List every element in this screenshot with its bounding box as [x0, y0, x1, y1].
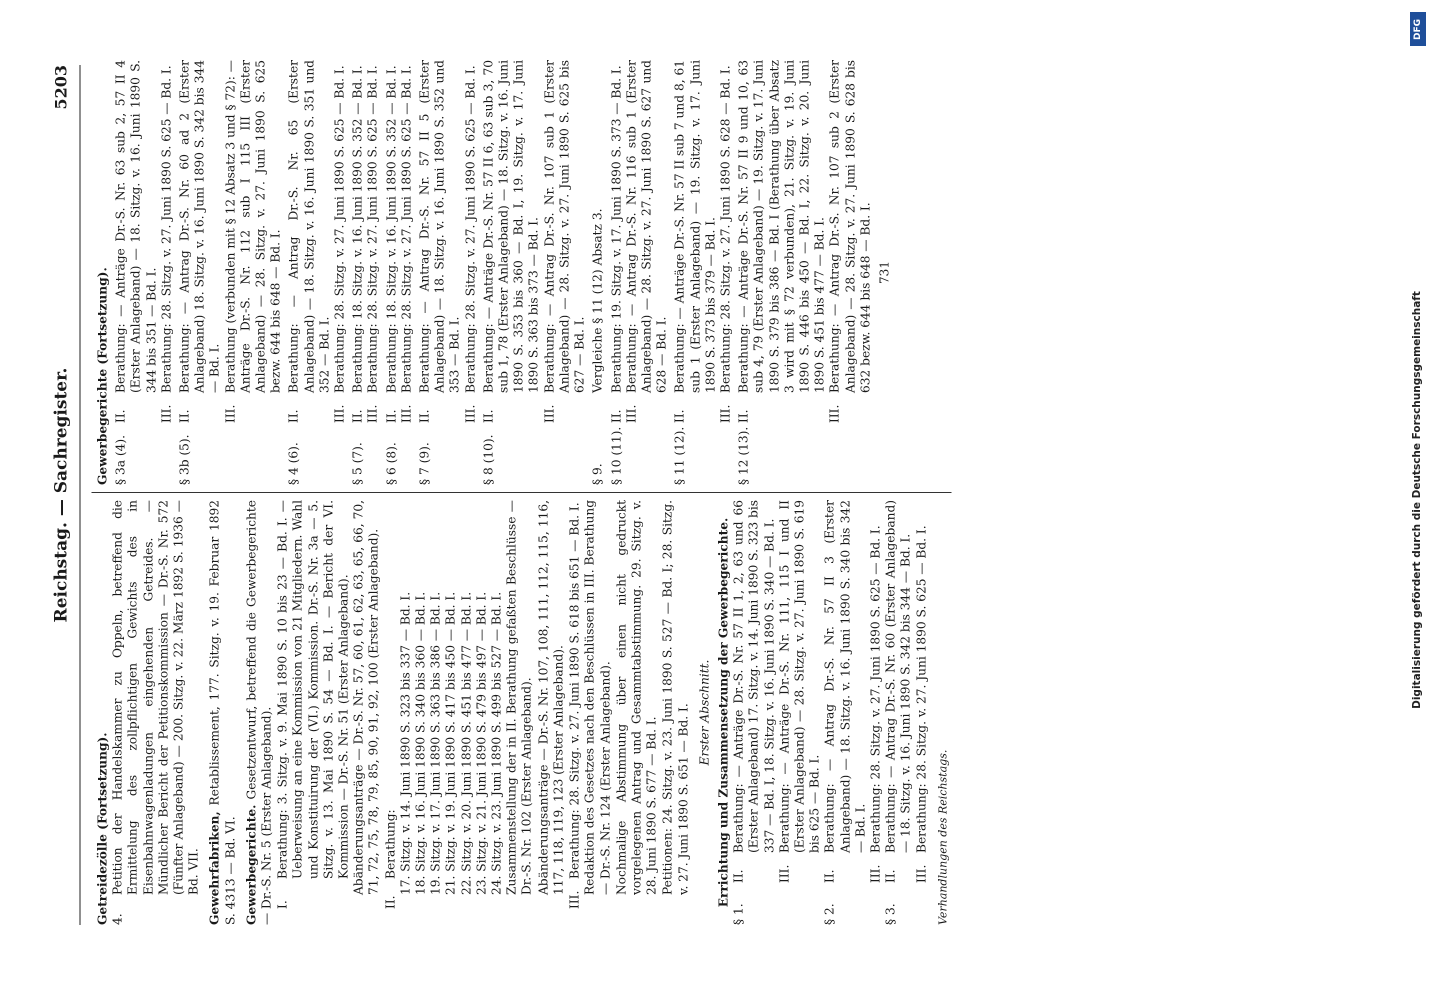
reading-label: II.: [113, 409, 128, 423]
session-line: 17. Sitzg. v. 14. Juni 1890 S. 323 bis 337 — Bd. I.: [398, 591, 413, 895]
reading-text: Berathung: — Anträge Dr.-S. Nr. 57 II 1, 2, 63 und 66 (Erster Anlageband) 17. Sitzg. v. 14. Juni 1890 S. 323 bis 337 — Bd. I, 18. Sitzg. v. 16. Juni 1890 S. 340 — Bd. I.: [731, 500, 777, 853]
reading-label: I.: [275, 900, 290, 909]
first-reading: [276, 500, 352, 925]
paragraph-label: § 11 (12).: [672, 426, 687, 485]
running-title: Reichstag. — Sachregister.: [51, 367, 72, 623]
reading-label: III.: [914, 864, 929, 883]
dfg-credit: Digitalisierung gefördert durch die Deutsche Forschungsgemeinschaft: [1411, 291, 1423, 709]
reading-row: [914, 500, 929, 883]
session-list: [398, 500, 504, 925]
paragraph-label: § 4 (6).: [286, 442, 301, 485]
reading-row: [351, 60, 366, 423]
summary-resolutions: Zusammenstellung der in II. Berathung gefaßten Beschlüsse — Dr.-S. Nr. 102 (Erster Anlageband).: [504, 500, 534, 895]
reading-text: Berathung: 18. Sitzg. v. 16. Juni 1890 S. 352 — Bd. I.: [384, 65, 399, 393]
second-reading: [383, 500, 398, 925]
reading-label: III.: [777, 864, 792, 883]
reading-row: [366, 60, 381, 423]
right-column: [92, 60, 1373, 485]
reading-text: Berathung: — Antrag Dr.-S. Nr. 57 II 5 (Erster Anlageband) — 18. Sitzg. v. 16. Juni 1890 S. 352 und 353 — Bd. I.: [417, 60, 462, 393]
paragraph-entry: [732, 500, 823, 925]
gewehr-entry: [208, 500, 238, 925]
session-line: 23. Sitzg. v. 21. Juni 1890 S. 479 bis 497 — Bd. I.: [474, 591, 489, 895]
reading-text: Berathung: 18. Sitzg. v. 16. Juni 1890 S. 352 — Bd. I.: [350, 65, 365, 393]
reading-label: III.: [159, 404, 174, 423]
paragraph-entry: [673, 60, 734, 485]
reading-text: Berathung: 28. Sitzg. v. 27. Juni 1890 S. 625 — Bd. I.: [159, 65, 174, 393]
paragraph-label: § 6 (8).: [384, 442, 399, 485]
continued-heading: Gewerbegerichte (Fortsetzung).: [95, 267, 110, 485]
reading-label: [591, 393, 606, 423]
paragraph-entry: [418, 60, 479, 485]
reading-text: Berathung: 28. Sitzg. v. 27. Juni 1890 S. 628 — Bd. I.: [718, 65, 733, 393]
footer-note: Verhandlungen des Reichstags.: [936, 749, 950, 925]
reading-text: Vergleiche § 11 (12) Absatz 3.: [590, 208, 605, 393]
paragraph-label: § 10 (11).: [609, 426, 623, 485]
session-line: 22. Sitzg. v. 20. Juni 1890 S. 451 bis 477 — Bd. I.: [459, 591, 474, 895]
paragraph-entry: [114, 60, 175, 485]
reading-row: [399, 60, 414, 423]
reading-row: [463, 60, 478, 423]
left-column: [92, 500, 1373, 925]
reading-row: [823, 500, 869, 883]
reading-row: [828, 60, 874, 423]
reading-text: Berathung: — Antrag Dr.-S. Nr. 60 ad 2 (Erster Anlageband) 18. Sitzg. v. 16. Juni 1890 S. 342 bis 344 — Bd. I.: [177, 60, 222, 393]
reading-label: III.: [332, 404, 347, 423]
reading-row: [673, 60, 719, 423]
third-reading: [568, 500, 583, 925]
paragraph-entry: [737, 60, 874, 485]
reading-text: Berathung: 28. Sitzg. v. 27. Juni 1890 S. 625 — Bd. I.: [868, 525, 883, 853]
entry-text: Petition der Handelskammer zu Oppeln, betreffend die Ermittelung des zollpflichtigen Gewichts des in Eisenbahnwagenladungen eingehenden Getreides. — Mündlicher Bericht der Petitionskommission — Dr.-S. Nr. 572 (Fünfter Anlageband) — 200. Sitzg. v. 22. März 1892 S. 1936 — Bd. VII.: [110, 500, 201, 895]
continued-heading: Getreidezölle (Fortsetzung).: [95, 732, 110, 925]
petitions: Petitionen: 24. Sitzg. v. 23. Juni 1890 S. 527 — Bd. I; 28. Sitzg. v. 27. Juni 1890 S. 651 — Bd. I.: [660, 500, 691, 895]
reading-text: Berathung: 28. Sitzg. v. 27. Juni 1890 S. 625 — Bd. I.: [365, 65, 380, 393]
amendments: Abänderungsanträge — Dr.-S. Nr. 57, 60, 61, 62, 63, 65, 66, 70, 71, 72, 75, 78, 79, 85, 90, 91, 92, 100 (Erster Anlageband).: [351, 500, 381, 895]
paragraph-entry: [591, 60, 606, 485]
reading-row: [884, 500, 914, 883]
reading-label: III.: [868, 864, 883, 883]
paragraph-entry: [609, 60, 670, 485]
reading-label: II.: [481, 409, 496, 423]
reading-label: II.: [822, 869, 837, 883]
reading-row: [159, 60, 174, 423]
reading-row: [223, 60, 284, 423]
entry-number: 4.: [110, 913, 125, 925]
reading-row: [542, 60, 588, 423]
paragraph-label: § 3b (5).: [177, 434, 192, 485]
gewehr-text: Retablissement, 177. Sitzg. v. 19. Februar 1892 S. 4313 — Bd. VI.: [207, 500, 238, 925]
reading-label: II.: [736, 409, 751, 423]
reading-text: Berathung: 28. Sitzg. v. 27. Juni 1890 S. 618 bis 651 — Bd. I.: [567, 502, 582, 879]
paragraph-label: § 1.: [731, 903, 746, 925]
paragraph-label: § 8 (10).: [481, 434, 496, 485]
reading-label: II.: [350, 409, 365, 423]
reading-label: III.: [624, 404, 639, 423]
dfg-logo: DFG: [1410, 12, 1426, 46]
reading-row: [732, 500, 778, 883]
reading-row: [868, 500, 883, 883]
reading-text: Berathung: — Anträge Dr.-S. Nr. 57 II sub 7 und 8, 61 sub 1 (Erster Anlageband) — 19. Sitzg. v. 17. Juni 1890 S. 373 bis 379 — Bd. I.: [672, 60, 718, 393]
paragraph-label: § 9.: [590, 463, 605, 485]
reading-label: II.: [672, 409, 687, 423]
reading-row: [178, 60, 224, 423]
paragraph-entry: [351, 60, 381, 485]
paragraph-entry: [823, 500, 884, 925]
reading-row: [609, 60, 624, 423]
reading-text: Berathung: 19. Sitzg. v. 17. Juni 1890 S. 373 — Bd. I.: [609, 65, 623, 393]
paragraph-label: § 12 (13).: [736, 426, 751, 485]
dfg-sidebar: [1404, 4, 1430, 996]
reading-row: [737, 60, 828, 423]
section-subtitle: Errichtung und Zusammensetzung der Gewerbegerichte.: [716, 517, 731, 908]
reading-row: [384, 60, 399, 423]
reading-text: Berathung: 28. Sitzg. v. 27. Juni 1890 S. 625 — Bd. I.: [914, 525, 929, 853]
gewerbe-heading: Gewerbegerichte.: [244, 804, 259, 925]
reading-label: III.: [718, 404, 733, 423]
register-page: [38, 25, 1383, 965]
reading-text: Berathung: — Anträge Dr.-S. Nr. 57 II 9 und 10, 63 sub 4, 79 (Erster Anlageband) — 19. Sitzg. v. 17. Juni 1890 S. 379 bis 386 — Bd. I (Berathung über Absatz 3 wird mit § 72 verbunden), 21. Sitzg. v. 19. Juni 1890 S. 446 bis 450 — Bd. I, 22. Sitzg. v. 20. Juni 1890 S. 451 bis 477 — Bd. I.: [736, 60, 827, 393]
redaktion: Redaktion des Gesetzes nach den Beschlüssen in III. Berathung — Dr.-S. Nr. 124 (Erster Anlageband).: [582, 500, 612, 895]
reading-label: II.: [731, 869, 746, 883]
paragraph-list: [114, 60, 874, 485]
paragraph-entry: [287, 60, 348, 485]
gewehr-heading: Gewehrfabriken,: [207, 811, 222, 925]
paragraph-label: § 3a (4).: [113, 435, 128, 485]
reading-label: II.: [417, 409, 432, 423]
session-line: 24. Sitzg. v. 23. Juni 1890 S. 499 bis 527 — Bd. I.: [489, 591, 504, 895]
gewerbe-text: Gesetzentwurf, betreffend die Gewerbegerichte — Dr.-S. Nr. 5 (Erster Anlageband).: [244, 500, 274, 925]
reading-text: Berathung: 28. Sitzg. v. 27. Juni 1890 S. 625 — Bd. I.: [399, 65, 414, 393]
reading-text: Berathung: — Anträge Dr.-S. Nr. 63 sub 2, 57 II 4 (Erster Anlageband) — 18. Sitzg. v. 16. Juni 1890 S. 344 bis 351 — Bd. I.: [113, 60, 159, 393]
reading-label: II.: [286, 409, 301, 423]
reading-row: [591, 60, 606, 423]
paragraph-label: § 5 (7).: [350, 442, 365, 485]
final-vote: Nochmalige Abstimmung über einen nicht gedruckt vorgelegenen Antrag und Gesammtabstimmung. 29. Sitzg. v. 28. Juni 1890 S. 677 — Bd. I.: [614, 500, 659, 895]
reading-text: Berathung: — Antrag Dr.-S. Nr. 107 sub 1 (Erster Anlageband) — 28. Sitzg. v. 27. Juni 1890 S. 625 bis 627 — Bd. I.: [542, 60, 587, 393]
reading-row: [418, 60, 464, 423]
column-divider: [92, 492, 952, 493]
amendments-second: Abänderungsanträge — Dr.-S. Nr. 107, 108, 111, 112, 115, 116, 117, 118, 119, 123 (Erster Anlageband).: [536, 500, 566, 895]
section-title: Erster Abschnitt.: [697, 659, 712, 766]
reading-label: III.: [542, 404, 557, 423]
reading-label: III.: [827, 404, 842, 423]
reading-row: [624, 60, 670, 423]
session-line: 19. Sitzg. v. 17. Juni 1890 S. 363 bis 386 — Bd. I.: [428, 591, 443, 895]
reading-text: Berathung: — Antrag Dr.-S. Nr. 107 sub 2 (Erster Anlageband) — 28. Sitzg. v. 27. Juni 1890 S. 628 bis 632 bezw. 644 bis 648 — Bd. I.: [827, 60, 873, 393]
reading-text: Berathung (verbunden mit § 12 Absatz 3 und § 72): — Anträge Dr.-S. Nr. 112 sub I 115 III (Erster Anlageband) — 28. Sitzg. v. 27. Juni 1890 S. 625 bezw. 644 bis 648 — Bd. I.: [223, 60, 283, 393]
paragraph-label: § 7 (9).: [417, 442, 432, 485]
session-line: 21. Sitzg. v. 19. Juni 1890 S. 417 bis 450 — Bd. I.: [443, 591, 458, 895]
reading-row: [333, 60, 348, 423]
page-number: 5203: [51, 65, 71, 110]
reading-label: II.: [383, 895, 398, 909]
paragraph-label: § 3.: [883, 903, 898, 925]
reading-label: III.: [365, 404, 380, 423]
reading-label: III.: [399, 404, 414, 423]
paragraph-entry: [884, 500, 930, 925]
reading-label: II.: [177, 409, 192, 423]
entry-petition: [111, 500, 202, 925]
paragraph-entry: [481, 60, 587, 485]
reading-label: II.: [384, 409, 399, 423]
reading-text: Berathung: — Antrag Dr.-S. Nr. 57 II 3 (Erster Anlageband) — 18. Sitzg. v. 16. Juni 1890 S. 340 bis 342 — Bd. I.: [822, 500, 868, 853]
reading-text: Berathung: — Antrag Dr.-S. Nr. 60 (Erster Anlageband) — 18. Sitzg. v. 16. Juni 1890 S. 342 bis 344 — Bd. I.: [883, 500, 913, 853]
reading-text: Berathung: 3. Sitzg. v. 9. Mai 1890 S. 10 bis 23 — Bd. I. — Ueberweisung an eine Kommission von 21 Mitgliedern. Wahl und Konstituirung der (VI.) Kommission. Dr.-S. Nr. 3a — 5. Sitzg. v. 13. Mai 1890 S. 54 — Bd. I. — Bericht der VI. Kommission — Dr.-S. Nr. 51 (Erster Anlageband).: [275, 500, 351, 879]
reading-row: [718, 60, 733, 423]
paragraph-entry: [384, 60, 414, 485]
reading-text: Berathung: 28. Sitzg. v. 27. Juni 1890 S. 625 — Bd. I.: [332, 65, 347, 393]
reading-label: II.: [609, 409, 623, 423]
paragraph-entry: [178, 60, 284, 485]
reading-text: Berathung: — Antrag Dr.-S. Nr. 65 (Erster Anlageband) — 18. Sitzg. v. 16. Juni 1890 S. 351 und 352 — Bd. I.: [286, 60, 332, 393]
reading-label: III.: [567, 890, 582, 909]
reading-row: [114, 60, 160, 423]
session-line: 18. Sitzg. v. 16. Juni 1890 S. 340 bis 360 — Bd. I.: [413, 591, 428, 895]
reading-text: Berathung: — Anträge Dr.-S. Nr. 111, 115 I und II (Erster Anlageband) — 28. Sitzg. v. 27. Juni 1890 S. 619 bis 625 — Bd. I.: [777, 500, 822, 853]
reading-label: III.: [223, 404, 238, 423]
reading-row: [481, 60, 542, 423]
paragraph-label: § 2.: [822, 903, 837, 925]
reading-text: Berathung:: [383, 809, 398, 879]
reading-row: [777, 500, 823, 883]
reading-text: Berathung: — Anträge Dr.-S. Nr. 57 II 6, 63 sub 3, 70 sub 1, 78 (Erster Anlageband) — 18. Sitzg. v. 16. Juni 1890 S. 353 bis 360 — Bd. I, 19. Sitzg. v. 17. Juni 1890 S. 363 bis 373 — Bd. I.: [481, 60, 541, 393]
reading-label: II.: [883, 869, 898, 883]
bottom-number: 731: [877, 261, 892, 284]
reading-text: Berathung: — Antrag Dr.-S. Nr. 116 sub 1 (Erster Anlageband) — 28. Sitzg. v. 27. Juni 1890 S. 627 und 628 — Bd. I.: [624, 60, 669, 393]
gewerbe-entry: [244, 500, 274, 925]
page-header: [50, 65, 81, 925]
reading-text: Berathung: 28. Sitzg. v. 27. Juni 1890 S. 625 — Bd. I.: [463, 65, 478, 393]
reading-row: [287, 60, 333, 423]
reading-label: III.: [463, 404, 478, 423]
